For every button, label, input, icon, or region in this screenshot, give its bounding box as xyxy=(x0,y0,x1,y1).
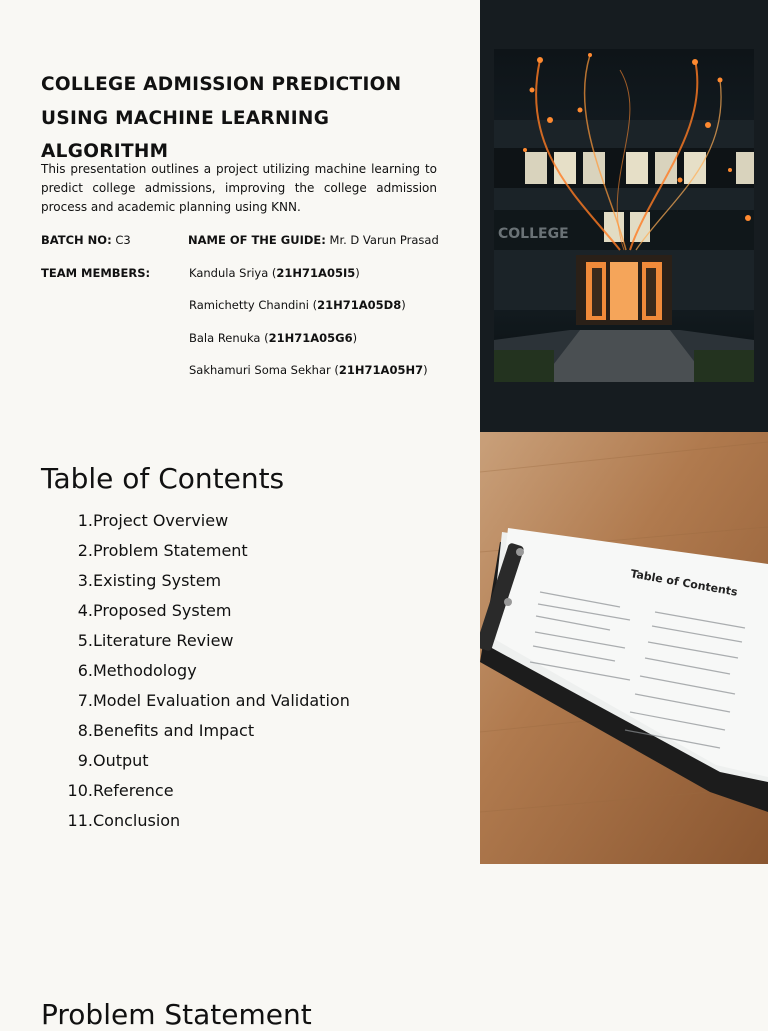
document-heading: Table of Contents xyxy=(629,567,739,599)
college-sign: COLLEGE xyxy=(498,226,569,242)
batch-value: C3 xyxy=(115,233,131,247)
table-of-contents-slide xyxy=(0,432,768,864)
toc-item: 1. Project Overview xyxy=(77,511,229,530)
guide-label: NAME OF THE GUIDE: xyxy=(188,233,326,247)
guide-value: Mr. D Varun Prasad xyxy=(329,233,439,247)
problem-statement-title: Problem Statement xyxy=(41,998,312,1031)
team-member: Bala Renuka (21H71A05G6) xyxy=(189,331,358,345)
batch-info xyxy=(41,233,131,247)
toc-item: 2. Problem Statement xyxy=(77,541,248,560)
presentation-title: COLLEGE ADMISSION PREDICTION USING MACHINE LEARNING ALGORITHM xyxy=(41,74,402,162)
problem-statement-slide xyxy=(0,864,768,1031)
toc-item: 5. Literature Review xyxy=(77,631,234,650)
batch-label: BATCH NO: xyxy=(41,233,112,247)
guide-info xyxy=(188,233,439,247)
presentation-description: This presentation outlines a project utilizing machine learning to predict college admissions, improving the college admission process and academic planning using KNN. xyxy=(41,162,437,214)
toc-item: 7. Model Evaluation and Validation xyxy=(77,691,350,710)
team-member: Kandula Sriya (21H71A05I5) xyxy=(189,266,360,280)
toc-title: Table of Contents xyxy=(41,462,285,495)
toc-item: 8. Benefits and Impact xyxy=(77,721,255,740)
toc-list xyxy=(41,506,350,836)
team-member: Sakhamuri Soma Sekhar (21H71A05H7) xyxy=(189,363,428,377)
team-label: TEAM MEMBERS: xyxy=(41,266,151,280)
toc-item: 6. Methodology xyxy=(77,661,197,680)
title-slide xyxy=(0,0,768,432)
binder-document-image xyxy=(480,432,768,864)
toc-item: 10. Reference xyxy=(67,781,174,800)
toc-item: 9. Output xyxy=(77,751,149,770)
toc-item: 11. Conclusion xyxy=(67,811,181,830)
toc-item: 3. Existing System xyxy=(77,571,222,590)
team-member: Ramichetty Chandini (21H71A05D8) xyxy=(189,298,406,312)
toc-item: 4. Proposed System xyxy=(77,601,232,620)
college-building-image xyxy=(480,0,768,432)
